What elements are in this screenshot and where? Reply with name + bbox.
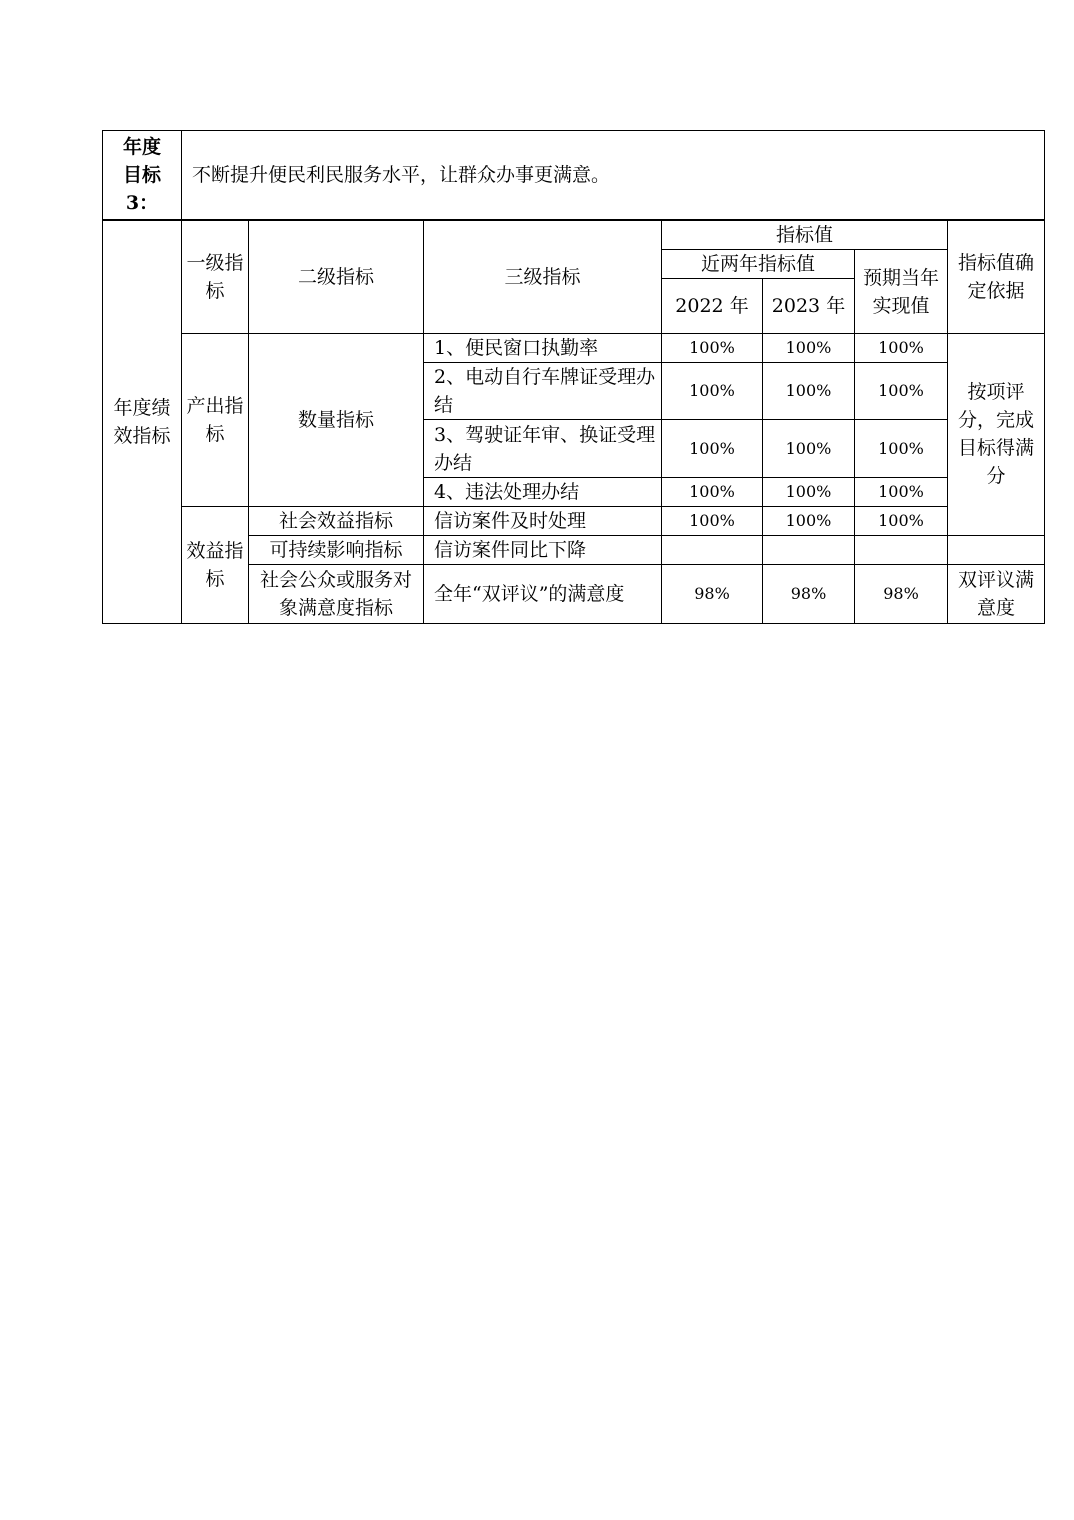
row-level3: 全年“双评议”的满意度 xyxy=(424,564,662,623)
basis-survey: 双评议满意度 xyxy=(948,564,1045,623)
group-output: 产出指标 xyxy=(182,334,249,506)
row-value-expected: 100% xyxy=(855,363,948,420)
row-value-2023 xyxy=(763,535,855,564)
basis-score: 按项评分，完成目标得满分 xyxy=(948,334,1045,535)
row-value-2022: 100% xyxy=(662,420,763,477)
performance-indicator-table xyxy=(102,220,1045,624)
basis-blank xyxy=(948,535,1045,564)
header-year-2023: 2023 年 xyxy=(763,279,855,334)
row-value-2023: 100% xyxy=(763,334,855,363)
row-value-2022: 100% xyxy=(662,506,763,535)
row-value-2022: 100% xyxy=(662,334,763,363)
row-level3: 2、电动自行车牌证受理办结 xyxy=(424,363,662,420)
annual-goal-table xyxy=(102,130,1045,220)
header-recent-two-years: 近两年指标值 xyxy=(662,250,855,279)
row-value-2023: 100% xyxy=(763,477,855,506)
row-value-expected: 100% xyxy=(855,420,948,477)
row-level3: 信访案件同比下降 xyxy=(424,535,662,564)
row-value-2022: 100% xyxy=(662,363,763,420)
row-value-expected xyxy=(855,535,948,564)
row-value-2022 xyxy=(662,535,763,564)
header-expected: 预期当年实现值 xyxy=(855,250,948,334)
row-level2: 可持续影响指标 xyxy=(249,535,424,564)
row-level2: 社会公众或服务对象满意度指标 xyxy=(249,564,424,623)
header-year-2022: 2022 年 xyxy=(662,279,763,334)
header-indicator-value: 指标值 xyxy=(662,221,948,250)
group-quantity: 数量指标 xyxy=(249,334,424,506)
row-level2: 社会效益指标 xyxy=(249,506,424,535)
row-value-2023: 100% xyxy=(763,420,855,477)
header-level3: 三级指标 xyxy=(424,221,662,334)
section-label: 年度绩效指标 xyxy=(103,221,182,624)
row-value-expected: 98% xyxy=(855,564,948,623)
header-level1: 一级指标 xyxy=(182,221,249,334)
row-level3: 4、违法处理办结 xyxy=(424,477,662,506)
header-basis: 指标值确定依据 xyxy=(948,221,1045,334)
row-value-2023: 100% xyxy=(763,506,855,535)
header-level2: 二级指标 xyxy=(249,221,424,334)
row-value-2023: 98% xyxy=(763,564,855,623)
row-value-expected: 100% xyxy=(855,477,948,506)
row-value-2023: 100% xyxy=(763,363,855,420)
goal-text: 不断提升便民利民服务水平，让群众办事更满意。 xyxy=(182,131,1045,220)
row-level3: 信访案件及时处理 xyxy=(424,506,662,535)
row-level3: 1、便民窗口执勤率 xyxy=(424,334,662,363)
group-benefit: 效益指标 xyxy=(182,506,249,623)
goal-label-line2: 目标 3： xyxy=(122,164,161,214)
row-value-2022: 100% xyxy=(662,477,763,506)
row-value-2022: 98% xyxy=(662,564,763,623)
row-value-expected: 100% xyxy=(855,334,948,363)
row-level3: 3、驾驶证年审、换证受理办结 xyxy=(424,420,662,477)
goal-label xyxy=(103,131,182,220)
row-value-expected: 100% xyxy=(855,506,948,535)
goal-label-line1: 年度 xyxy=(122,136,161,158)
